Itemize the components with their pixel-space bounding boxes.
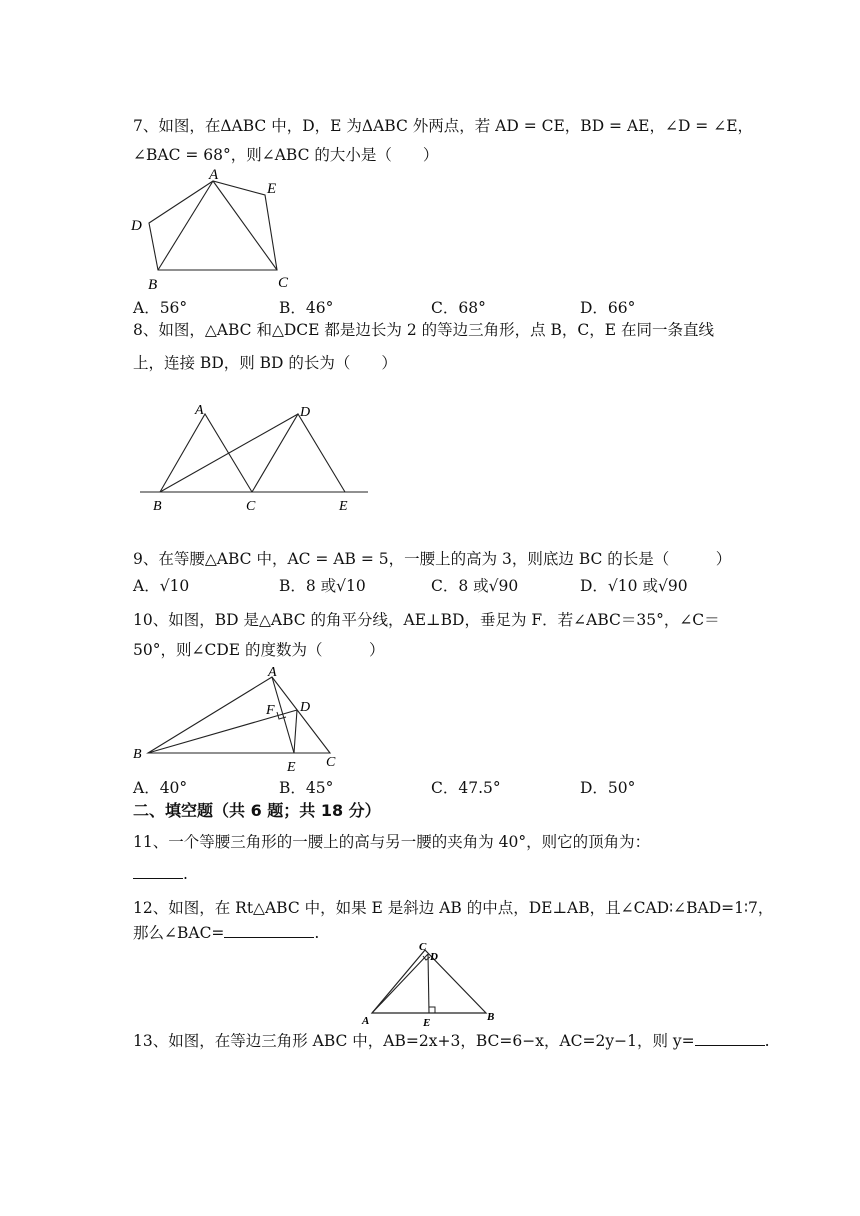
q8-label-b: B [153, 499, 162, 514]
q12-label-d: D [430, 951, 438, 963]
q12-figure [360, 938, 510, 1028]
q7-label-d: D [131, 218, 142, 234]
q12-stem-line1: 12、如图，在 Rt△ABC 中，如果 E 是斜边 AB 的中点，DE⊥AB，且∠CAD∶∠BAD=1∶7， [133, 899, 774, 917]
q7-stem-line1: 7、如图，在ΔABC 中，D，E 为ΔABC 外两点，若 AD = CE，BD = AE，∠D = ∠E， [133, 117, 754, 135]
q12-label-b: B [487, 1011, 495, 1023]
q13-period: . [764, 1032, 770, 1050]
q10-option-a: A．40° [133, 779, 188, 797]
q10-option-b: B．45° [279, 779, 334, 797]
q12-label-e: E [423, 1017, 431, 1029]
q8-figure [140, 400, 380, 515]
q13-line1-prefix: 13、如图，在等边三角形 ABC 中，AB=2x+3，BC=6−x，AC=2y−1，则 y= [133, 1032, 695, 1050]
q10-label-f: F [266, 703, 275, 718]
q12-stem-line2 [133, 922, 319, 944]
q8-label-e: E [339, 499, 348, 514]
q7-option-d: D．66° [580, 299, 636, 317]
q10-label-e: E [287, 760, 296, 775]
q10-label-c: C [326, 755, 336, 770]
q7-label-a: A [209, 167, 219, 183]
q10-label-d: D [300, 700, 311, 715]
q8-stem-line2: 上，连接 BD，则 BD 的长为（ ） [133, 354, 397, 372]
q10-stem-line2: 50°，则∠CDE 的度数为（ ） [133, 641, 385, 659]
q7-label-e: E [267, 181, 277, 197]
q7-figure [125, 165, 325, 295]
q8-label-a: A [195, 403, 204, 418]
q12-line2-prefix: 那么∠BAC= [133, 924, 225, 942]
q13-stem-line1 [133, 1030, 770, 1052]
section-title-fill-in: 二、填空题（共 6 题；共 18 分） [133, 801, 381, 820]
q10-option-c: C．47.5° [431, 779, 501, 797]
q11-period: . [183, 865, 188, 883]
q10-figure [130, 665, 350, 775]
q10-option-d: D．50° [580, 779, 636, 797]
q10-label-a: A [268, 665, 277, 680]
q7-option-b: B．46° [279, 299, 334, 317]
q9-option-b: B．8 或√10 [279, 577, 366, 595]
q10-label-b: B [133, 747, 142, 762]
q9-stem-line1: 9、在等腰△ABC 中，AC = AB = 5，一腰上的高为 3，则底边 BC 的长是（ ） [133, 550, 732, 568]
q11-stem-line2 [133, 863, 188, 885]
q7-option-a: A．56° [133, 299, 188, 317]
q7-option-c: C．68° [431, 299, 486, 317]
q9-option-a: A．√10 [133, 577, 190, 595]
q9-option-d: D．√10 或√90 [580, 577, 688, 595]
q7-label-c: C [278, 275, 289, 291]
q7-label-b: B [148, 277, 158, 293]
q12-answer-blank[interactable] [224, 923, 314, 938]
q9-option-c: C．8 或√90 [431, 577, 519, 595]
q8-label-c: C [246, 499, 256, 514]
q11-stem-line1: 11、一个等腰三角形的一腰上的高与另一腰的夹角为 40°，则它的顶角为： [133, 833, 651, 851]
q8-stem-line1: 8、如图，△ABC 和△DCE 都是边长为 2 的等边三角形，点 B，C，E 在同一条直线 [133, 321, 715, 339]
q10-stem-line1: 10、如图，BD 是△ABC 的角平分线，AE⊥BD，垂足为 F．若∠ABC＝35°，∠C＝ [133, 611, 720, 629]
q13-answer-blank[interactable] [695, 1031, 765, 1046]
q12-label-c: C [419, 941, 427, 953]
q11-answer-blank[interactable] [133, 864, 183, 879]
q8-label-d: D [300, 405, 311, 420]
q7-stem-line2: ∠BAC = 68°，则∠ABC 的大小是（ ） [133, 146, 439, 164]
q12-period: . [314, 924, 320, 942]
q12-label-a: A [362, 1015, 370, 1027]
